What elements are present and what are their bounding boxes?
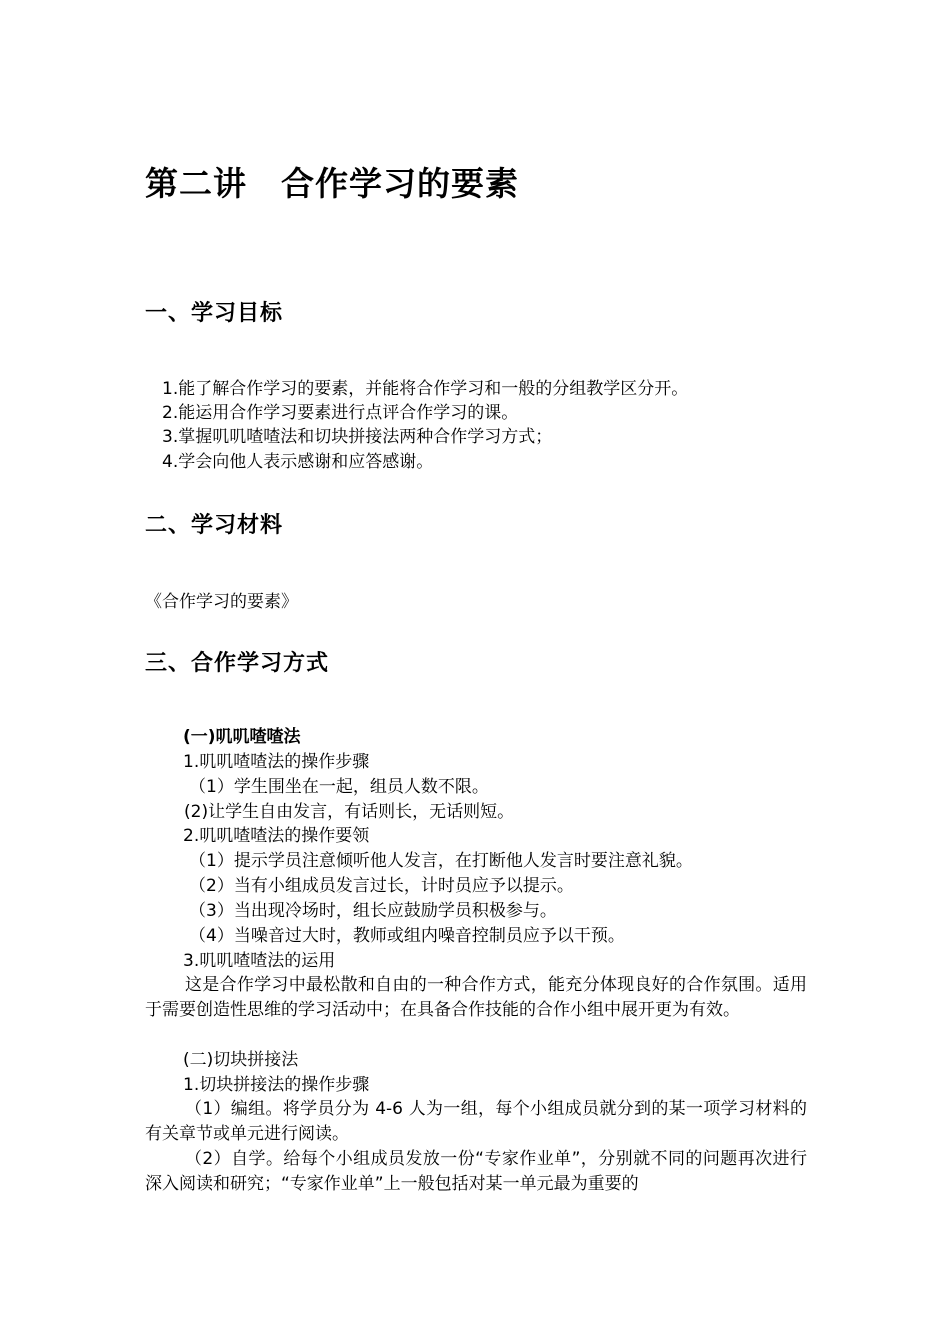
body-paragraph: （2）自学。给每个小组成员发放一份“专家作业单”，分别就不同的问题再次进行深入阅读和研究；“专家作业单”上一般包括对某一单元最为重要的	[145, 1149, 807, 1194]
step-title: 2.叽叽喳喳法的操作要领	[183, 826, 370, 846]
method-title: (一)叽叽喳喳法	[183, 727, 301, 747]
step-title: 1.叽叽喳喳法的操作步骤	[183, 752, 370, 772]
step-item: （1）提示学员注意倾听他人发言，在打断他人发言时要注意礼貌。	[189, 851, 693, 871]
list-item: 4.学会向他人表示感谢和应答感谢。	[162, 452, 434, 472]
section-heading-materials: 二、学习材料	[145, 513, 284, 538]
section-heading-methods: 三、合作学习方式	[145, 651, 330, 676]
page-title: 第二讲 合作学习的要素	[145, 164, 519, 203]
method-title: (二)切块拼接法	[183, 1050, 299, 1070]
step-item: (2)让学生自由发言，有话则长，无话则短。	[184, 802, 515, 822]
step-item: （4）当噪音过大时，教师或组内噪音控制员应予以干预。	[189, 926, 625, 946]
body-paragraph: 这是合作学习中最松散和自由的一种合作方式，能充分体现良好的合作氛围。适用于需要创造性思维的学习活动中；在具备合作技能的合作小组中展开更为有效。	[145, 975, 807, 1020]
list-item: 2.能运用合作学习要素进行点评合作学习的课。	[162, 403, 519, 423]
step-item: （2）当有小组成员发言过长，计时员应予以提示。	[189, 876, 574, 896]
step-title: 1.切块拼接法的操作步骤	[183, 1075, 370, 1095]
step-item: （1）学生围坐在一起，组员人数不限。	[189, 777, 489, 797]
list-item: 3.掌握叽叽喳喳法和切块拼接法两种合作学习方式；	[162, 427, 553, 447]
material-title: 《合作学习的要素》	[145, 592, 298, 612]
body-paragraph: （1）编组。将学员分为 4-6 人为一组，每个小组成员就分到的某一项学习材料的有关章节或单元进行阅读。	[145, 1099, 807, 1144]
step-title: 3.叽叽喳喳法的运用	[183, 951, 336, 971]
section-heading-goals: 一、学习目标	[145, 301, 284, 326]
list-item: 1.能了解合作学习的要素，并能将合作学习和一般的分组教学区分开。	[162, 379, 689, 399]
step-item: （3）当出现冷场时，组长应鼓励学员积极参与。	[189, 901, 557, 921]
